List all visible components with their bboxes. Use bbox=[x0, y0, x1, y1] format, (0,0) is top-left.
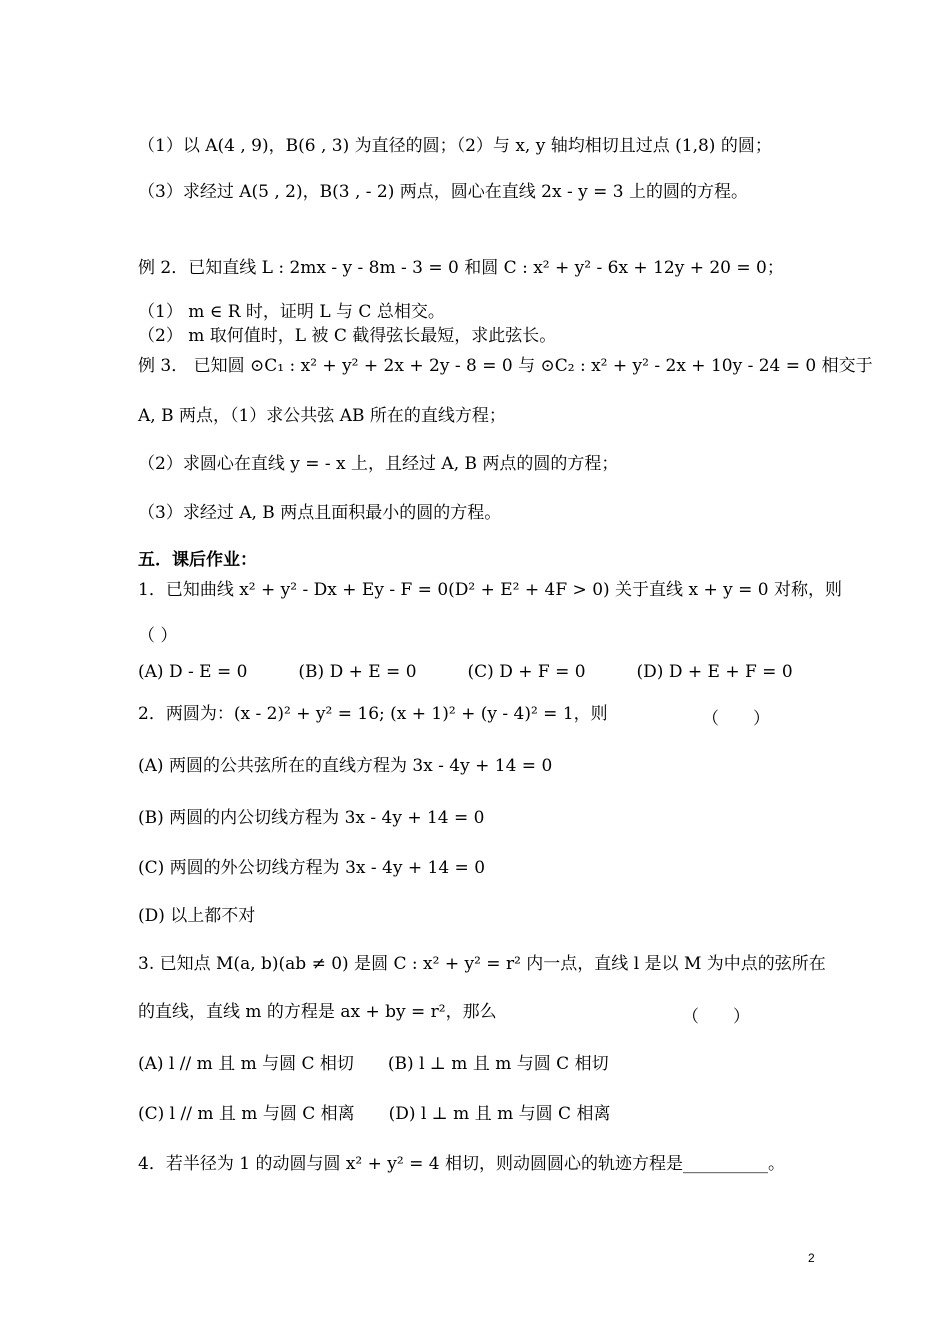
exercise-3-options-ab: (A) l // m 且 m 与圆 C 相切 (B) l ⊥ m 且 m 与圆 C 相切 bbox=[138, 1054, 609, 1074]
exercise-1-options: (A) D - E = 0 (B) D + E = 0 (C) D + F = 0 (D) D + E + F = 0 bbox=[138, 662, 793, 682]
example-3-part-3: （3）求经过 A, B 两点且面积最小的圆的方程。 bbox=[138, 503, 502, 523]
example-2-statement: 例 2．已知直线 L : 2mx - y - 8m - 3 = 0 和圆 C : x² + y² - 6x + 12y + 20 = 0； bbox=[138, 258, 784, 278]
exercise-3-options-cd: (C) l // m 且 m 与圆 C 相离 (D) l ⊥ m 且 m 与圆 C 相离 bbox=[138, 1104, 611, 1124]
exercise-3-statement-cont: 的直线，直线 m 的方程是 ax + by = r²，那么 bbox=[138, 1002, 497, 1022]
exercise-1-statement: 1．已知曲线 x² + y² - Dx + Ey - F = 0(D² + E² + 4F > 0) 关于直线 x + y = 0 对称，则 bbox=[138, 580, 842, 600]
exercise-2-option-d: (D) 以上都不对 bbox=[138, 906, 256, 926]
section-heading: 五．课后作业： bbox=[138, 550, 257, 570]
page-number: 2 bbox=[808, 1251, 815, 1265]
problem-1-part-3: （3）求经过 A(5 , 2)，B(3 , - 2) 两点，圆心在直线 2x - y = 3 上的圆的方程。 bbox=[138, 182, 748, 202]
exercise-2-option-c: (C) 两圆的外公切线方程为 3x - 4y + 14 = 0 bbox=[138, 858, 486, 878]
exercise-3-statement: 3. 已知点 M(a, b)(ab ≠ 0) 是圆 C : x² + y² = r² 内一点，直线 l 是以 M 为中点的弦所在 bbox=[138, 954, 826, 974]
problem-1-part-1-2: （1）以 A(4 , 9)，B(6 , 3) 为直径的圆；（2）与 x, y 轴均相切且过点 (1,8) 的圆； bbox=[138, 136, 772, 156]
example-2-part-2: （2） m 取何值时，L 被 C 截得弦长最短，求此弦长。 bbox=[138, 326, 557, 346]
example-2-part-1: （1） m ∈ R 时，证明 L 与 C 总相交。 bbox=[138, 302, 445, 322]
exercise-1-paren: （ ） bbox=[138, 626, 178, 646]
example-3-part-1: A, B 两点，（1）求公共弦 AB 所在的直线方程； bbox=[138, 406, 506, 426]
exercise-2-answer-paren: （ ） bbox=[702, 709, 770, 729]
example-3-part-2: （2）求圆心在直线 y = - x 上，且经过 A, B 两点的圆的方程； bbox=[138, 454, 619, 474]
example-3-statement: 例 3． 已知圆 ⊙C₁ : x² + y² + 2x + 2y - 8 = 0 与 ⊙C₂ : x² + y² - 2x + 10y - 24 = 0 相交于 bbox=[138, 356, 873, 376]
exercise-4-statement: 4．若半径为 1 的动圆与圆 x² + y² = 4 相切，则动圆圆心的轨迹方程是__________。 bbox=[138, 1154, 785, 1174]
exercise-3-answer-paren: （ ） bbox=[682, 1007, 750, 1027]
exercise-2-option-a: (A) 两圆的公共弦所在的直线方程为 3x - 4y + 14 = 0 bbox=[138, 756, 553, 776]
exercise-2-option-b: (B) 两圆的内公切线方程为 3x - 4y + 14 = 0 bbox=[138, 808, 485, 828]
exercise-2-statement: 2．两圆为：(x - 2)² + y² = 16; (x + 1)² + (y - 4)² = 1，则 bbox=[138, 704, 608, 724]
